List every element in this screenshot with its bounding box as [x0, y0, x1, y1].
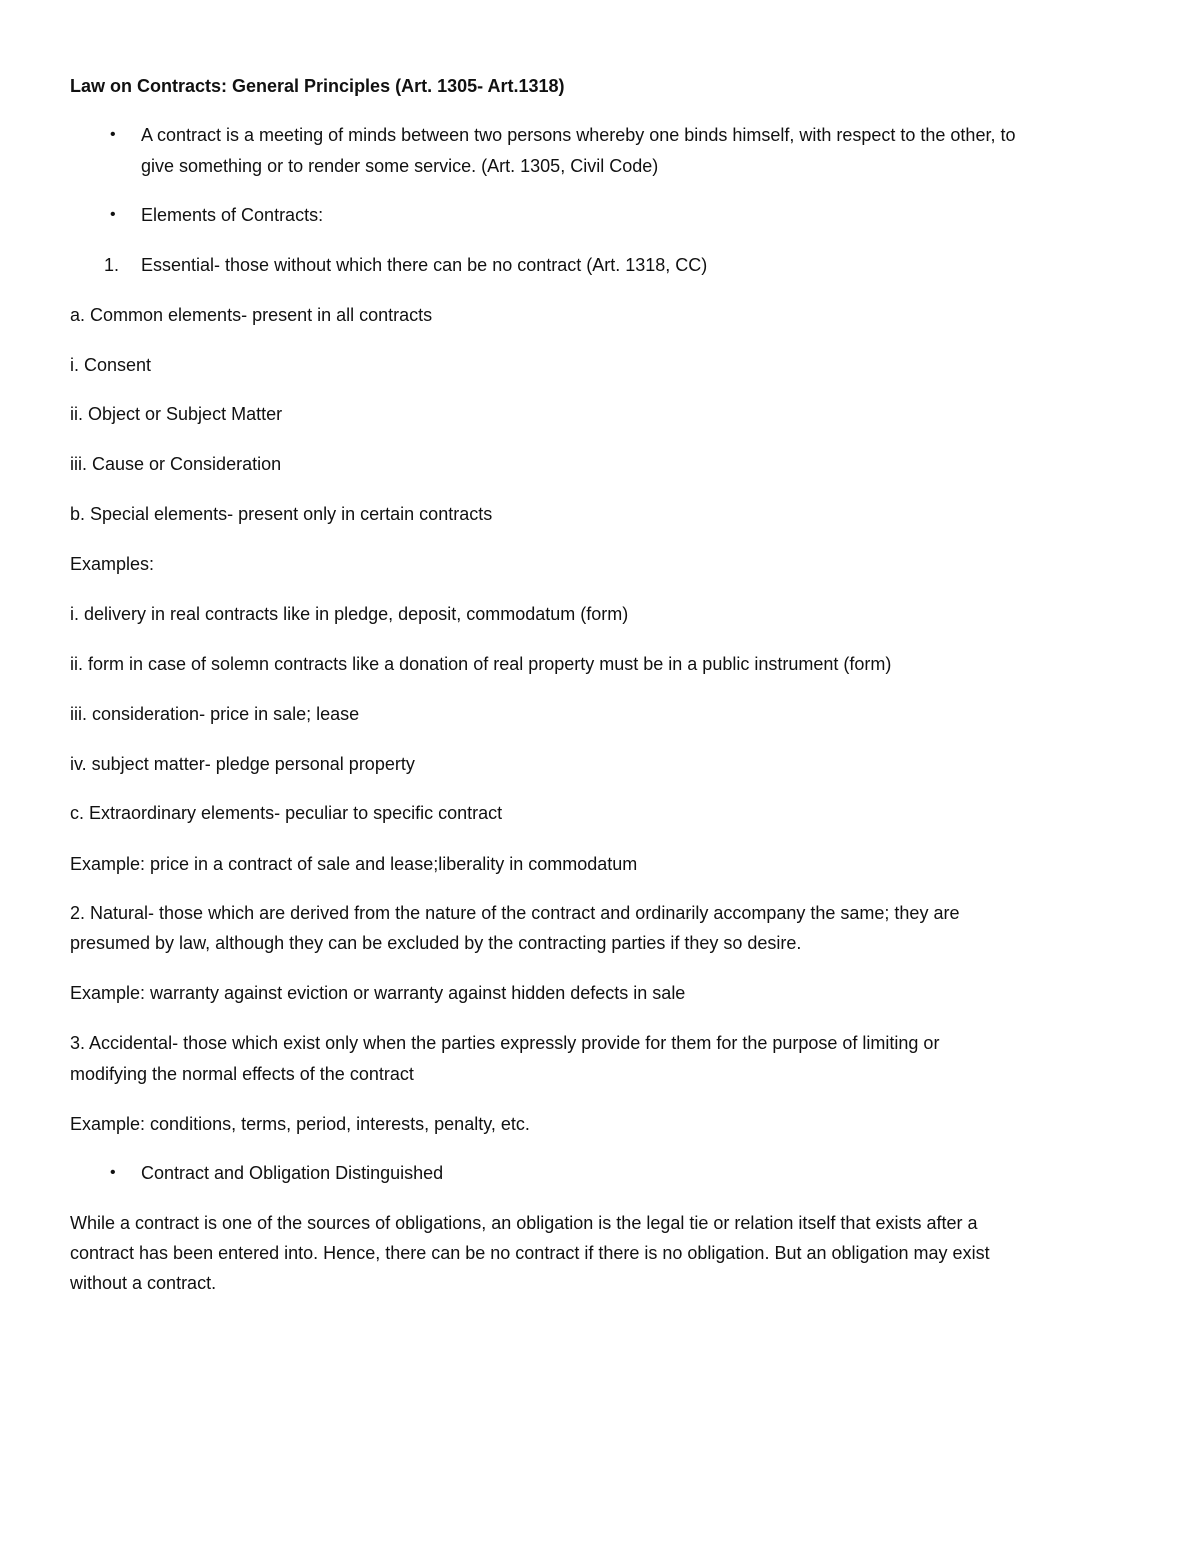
- example-iii: iii. consideration- price in sale; lease: [70, 704, 360, 724]
- closing-line1: While a contract is one of the sources of obligations, an obligation is the legal tie or relation itself that exists after a: [70, 1213, 978, 1233]
- common-elements: a. Common elements- present in all contracts: [70, 305, 433, 325]
- bullet3-text: Contract and Obligation Distinguished: [141, 1163, 444, 1183]
- item1-text: Essential- those without which there can be no contract (Art. 1318, CC): [141, 255, 708, 275]
- accidental-line1: 3. Accidental- those which exist only when the parties expressly provide for them for the purpose of limiting or: [70, 1033, 940, 1053]
- extraordinary-elements: c. Extraordinary elements- peculiar to specific contract: [70, 803, 503, 823]
- cause-item: iii. Cause or Consideration: [70, 454, 282, 474]
- list-number: 1.: [104, 255, 120, 275]
- bullet-marker: •: [110, 206, 116, 223]
- extraordinary-example: Example: price in a contract of sale and lease;liberality in commodatum: [70, 854, 638, 874]
- bullet-marker: •: [110, 1164, 116, 1181]
- object-item: ii. Object or Subject Matter: [70, 404, 283, 424]
- accidental-line2: modifying the normal effects of the contract: [70, 1064, 414, 1084]
- special-elements: b. Special elements- present only in certain contracts: [70, 504, 493, 524]
- examples-label: Examples:: [70, 554, 155, 574]
- bullet1-line1: A contract is a meeting of minds between two persons whereby one binds himself, with respect to the other, to: [141, 125, 1016, 145]
- bullet2-text: Elements of Contracts:: [141, 205, 324, 225]
- natural-line1: 2. Natural- those which are derived from the nature of the contract and ordinarily accompany the same; they are: [70, 903, 960, 923]
- natural-line2: presumed by law, although they can be excluded by the contracting parties if they so desire.: [70, 933, 802, 953]
- bullet1-line2: give something or to render some service. (Art. 1305, Civil Code): [141, 156, 659, 176]
- consent-item: i. Consent: [70, 355, 152, 375]
- example-i: i. delivery in real contracts like in pledge, deposit, commodatum (form): [70, 604, 629, 624]
- closing-line2: contract has been entered into. Hence, there can be no contract if there is no obligation. But an obligation may exist: [70, 1243, 990, 1263]
- natural-example: Example: warranty against eviction or warranty against hidden defects in sale: [70, 983, 686, 1003]
- example-ii: ii. form in case of solemn contracts like a donation of real property must be in a public instrument (form): [70, 654, 892, 674]
- document-title: Law on Contracts: General Principles (Art. 1305- Art.1318): [70, 76, 565, 96]
- bullet-marker: •: [110, 126, 116, 143]
- accidental-example: Example: conditions, terms, period, interests, penalty, etc.: [70, 1114, 530, 1134]
- closing-line3: without a contract.: [70, 1273, 217, 1293]
- example-iv: iv. subject matter- pledge personal property: [70, 754, 415, 774]
